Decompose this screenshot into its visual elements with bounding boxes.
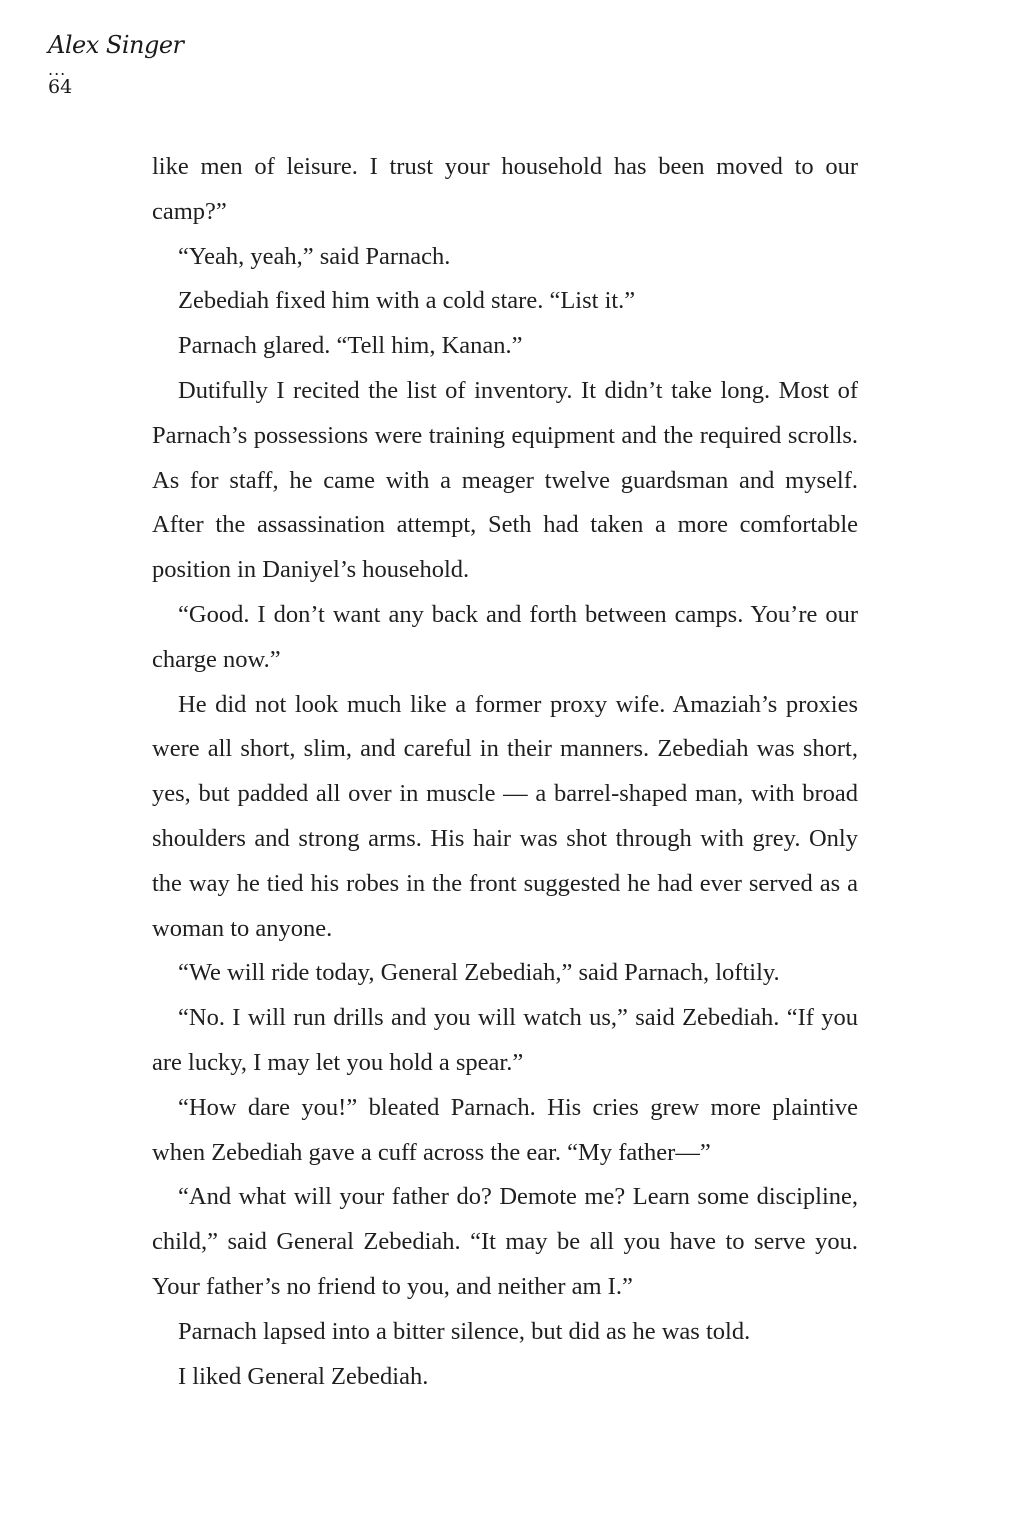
paragraph: “And what will your father do? Demote me? Learn some discipline, child,” said General Zebediah. “It may be all you have to serve you. Your father’s no friend to you, and neither am I.” (152, 1183, 858, 1300)
paragraph: “We will ride today, General Zebediah,” said Parnach, loftily. (178, 959, 780, 987)
page-number: 64 (48, 76, 73, 98)
running-head-author: Alex Singer (48, 31, 184, 59)
running-head (48, 30, 184, 98)
paragraph: Dutifully I recited the list of inventory. It didn’t take long. Most of Parnach’s possessions were training equipment and the required scrolls. As for staff, he came with a meager twelve guardsman and myself. After the assassination attempt, Seth had taken a more comfortable position in Daniyel’s household. (152, 376, 858, 584)
running-head-ornament: ... (48, 60, 67, 79)
paragraph: “Good. I don’t want any back and forth between camps. You’re our charge now.” (152, 600, 858, 673)
paragraph: Zebediah fixed him with a cold stare. “List it.” (178, 287, 636, 315)
paragraph: “No. I will run drills and you will watch us,” said Zebediah. “If you are lucky, I may let you hold a spear.” (152, 1004, 858, 1076)
paragraph: Parnach lapsed into a bitter silence, but did as he was told. (178, 1317, 751, 1345)
paragraph: He did not look much like a former proxy wife. Amaziah’s proxies were all short, slim, and careful in their manners. Zebediah was short, yes, but padded all over in muscle — a barrel-shaped man, with broad shoulders and strong arms. His hair was shot through with grey. Only the way he tied his robes in the front suggested he had ever served as a woman to anyone. (152, 690, 858, 942)
paragraph: Parnach glared. “Tell him, Kanan.” (178, 332, 523, 360)
paragraph: “How dare you!” bleated Parnach. His cries grew more plaintive when Zebediah gave a cuff across the ear. “My father—” (152, 1093, 858, 1166)
paragraph: like men of leisure. I trust your household has been moved to our camp?” (152, 153, 858, 225)
paragraph: “Yeah, yeah,” said Parnach. (178, 242, 451, 270)
body-text (152, 145, 858, 1399)
paragraph: I liked General Zebediah. (178, 1362, 429, 1390)
